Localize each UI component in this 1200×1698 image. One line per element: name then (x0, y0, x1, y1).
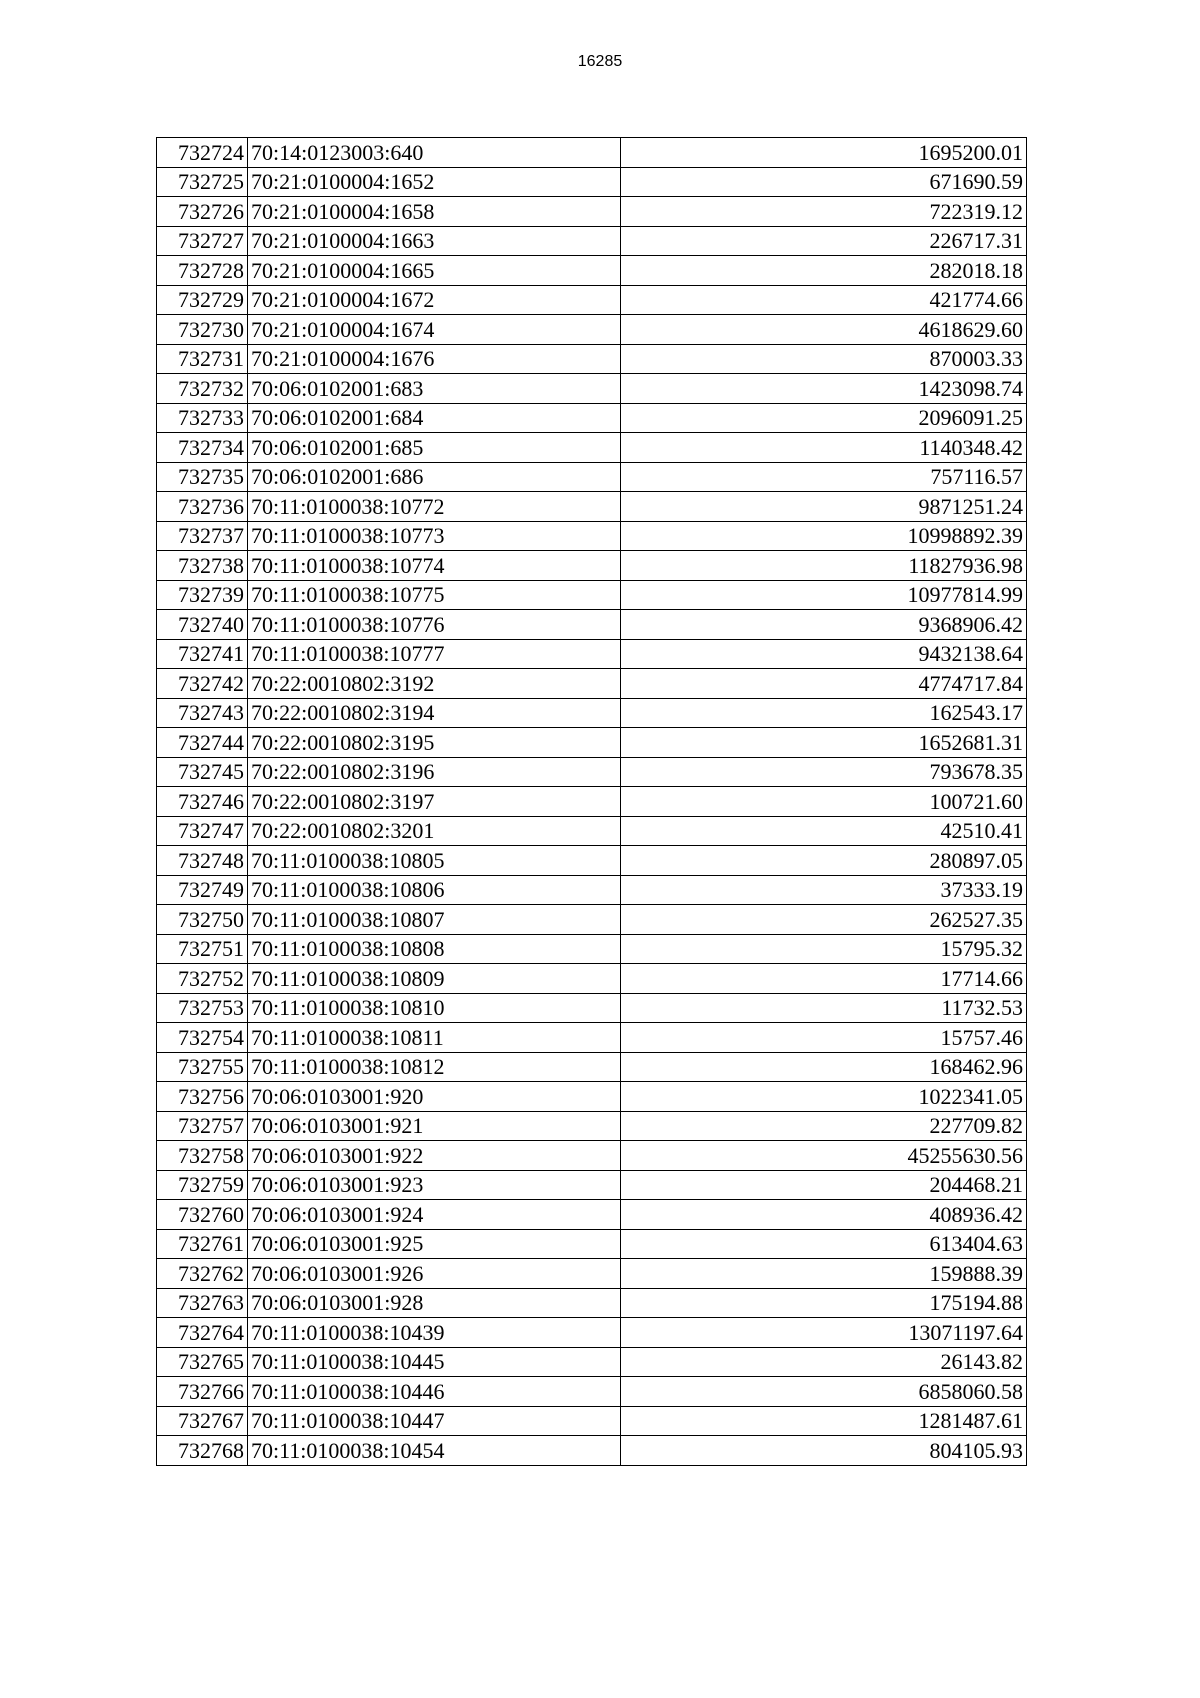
table-row (157, 1318, 1027, 1348)
row-number-cell: 732768 (157, 1436, 248, 1466)
table-row (157, 167, 1027, 197)
table-row (157, 521, 1027, 551)
cadastral-number-cell: 70:06:0102001:685 (248, 433, 621, 463)
table-row (157, 197, 1027, 227)
cadastral-value-cell: 10977814.99 (621, 580, 1027, 610)
cadastral-number-cell: 70:11:0100038:10806 (248, 875, 621, 905)
cadastral-number-cell: 70:11:0100038:10807 (248, 905, 621, 935)
row-number-cell: 732758 (157, 1141, 248, 1171)
cadastral-number-cell: 70:06:0103001:925 (248, 1229, 621, 1259)
cadastral-value-cell: 1423098.74 (621, 374, 1027, 404)
cadastral-number-cell: 70:11:0100038:10439 (248, 1318, 621, 1348)
table-row (157, 1111, 1027, 1141)
cadastral-value-cell: 15757.46 (621, 1023, 1027, 1053)
table-row (157, 816, 1027, 846)
table-row (157, 1259, 1027, 1289)
cadastral-value-cell: 757116.57 (621, 462, 1027, 492)
cadastral-number-cell: 70:11:0100038:10447 (248, 1406, 621, 1436)
row-number-cell: 732766 (157, 1377, 248, 1407)
cadastral-value-cell: 227709.82 (621, 1111, 1027, 1141)
row-number-cell: 732767 (157, 1406, 248, 1436)
cadastral-value-cell: 9368906.42 (621, 610, 1027, 640)
cadastral-value-cell: 1140348.42 (621, 433, 1027, 463)
row-number-cell: 732730 (157, 315, 248, 345)
row-number-cell: 732743 (157, 698, 248, 728)
cadastral-value-cell: 1652681.31 (621, 728, 1027, 758)
cadastral-value-cell: 17714.66 (621, 964, 1027, 994)
row-number-cell: 732746 (157, 787, 248, 817)
table-row (157, 1229, 1027, 1259)
table-row (157, 639, 1027, 669)
table-row (157, 315, 1027, 345)
cadastral-value-cell: 2096091.25 (621, 403, 1027, 433)
cadastral-value-cell: 226717.31 (621, 226, 1027, 256)
cadastral-value-cell: 1695200.01 (621, 138, 1027, 168)
row-number-cell: 732741 (157, 639, 248, 669)
cadastral-number-cell: 70:11:0100038:10772 (248, 492, 621, 522)
table-row (157, 728, 1027, 758)
cadastral-number-cell: 70:21:0100004:1652 (248, 167, 621, 197)
row-number-cell: 732764 (157, 1318, 248, 1348)
cadastral-number-cell: 70:11:0100038:10805 (248, 846, 621, 876)
cadastral-number-cell: 70:06:0103001:922 (248, 1141, 621, 1171)
row-number-cell: 732742 (157, 669, 248, 699)
cadastral-number-cell: 70:21:0100004:1672 (248, 285, 621, 315)
row-number-cell: 732736 (157, 492, 248, 522)
row-number-cell: 732756 (157, 1082, 248, 1112)
table-row (157, 1406, 1027, 1436)
table-row (157, 551, 1027, 581)
cadastral-number-cell: 70:22:0010802:3197 (248, 787, 621, 817)
cadastral-number-cell: 70:06:0103001:921 (248, 1111, 621, 1141)
table-row (157, 226, 1027, 256)
row-number-cell: 732749 (157, 875, 248, 905)
table-row (157, 492, 1027, 522)
cadastral-number-cell: 70:21:0100004:1658 (248, 197, 621, 227)
row-number-cell: 732755 (157, 1052, 248, 1082)
row-number-cell: 732763 (157, 1288, 248, 1318)
table-row (157, 875, 1027, 905)
row-number-cell: 732761 (157, 1229, 248, 1259)
table-row (157, 846, 1027, 876)
cadastral-value-cell: 280897.05 (621, 846, 1027, 876)
table-row (157, 934, 1027, 964)
cadastral-number-cell: 70:06:0102001:684 (248, 403, 621, 433)
row-number-cell: 732734 (157, 433, 248, 463)
table-row (157, 1200, 1027, 1230)
row-number-cell: 732744 (157, 728, 248, 758)
cadastral-number-cell: 70:11:0100038:10810 (248, 993, 621, 1023)
table-row (157, 669, 1027, 699)
row-number-cell: 732729 (157, 285, 248, 315)
cadastral-number-cell: 70:11:0100038:10454 (248, 1436, 621, 1466)
cadastral-value-cell: 45255630.56 (621, 1141, 1027, 1171)
row-number-cell: 732759 (157, 1170, 248, 1200)
row-number-cell: 732728 (157, 256, 248, 286)
table-row (157, 757, 1027, 787)
cadastral-number-cell: 70:22:0010802:3196 (248, 757, 621, 787)
table-row (157, 256, 1027, 286)
row-number-cell: 732737 (157, 521, 248, 551)
row-number-cell: 732740 (157, 610, 248, 640)
cadastral-number-cell: 70:22:0010802:3195 (248, 728, 621, 758)
table-row (157, 1436, 1027, 1466)
cadastral-value-cell: 1022341.05 (621, 1082, 1027, 1112)
cadastral-value-cell: 262527.35 (621, 905, 1027, 935)
cadastral-value-cell: 204468.21 (621, 1170, 1027, 1200)
cadastral-number-cell: 70:21:0100004:1676 (248, 344, 621, 374)
row-number-cell: 732747 (157, 816, 248, 846)
table-row (157, 138, 1027, 168)
row-number-cell: 732727 (157, 226, 248, 256)
cadastral-number-cell: 70:06:0103001:928 (248, 1288, 621, 1318)
cadastral-number-cell: 70:06:0102001:683 (248, 374, 621, 404)
cadastral-number-cell: 70:11:0100038:10812 (248, 1052, 621, 1082)
table-row (157, 580, 1027, 610)
cadastral-number-cell: 70:21:0100004:1663 (248, 226, 621, 256)
table-row (157, 905, 1027, 935)
cadastral-number-cell: 70:21:0100004:1665 (248, 256, 621, 286)
row-number-cell: 732732 (157, 374, 248, 404)
cadastral-number-cell: 70:11:0100038:10777 (248, 639, 621, 669)
cadastral-value-cell: 613404.63 (621, 1229, 1027, 1259)
row-number-cell: 732733 (157, 403, 248, 433)
table-row (157, 993, 1027, 1023)
table-row (157, 403, 1027, 433)
cadastral-number-cell: 70:22:0010802:3194 (248, 698, 621, 728)
row-number-cell: 732762 (157, 1259, 248, 1289)
row-number-cell: 732752 (157, 964, 248, 994)
cadastral-number-cell: 70:11:0100038:10811 (248, 1023, 621, 1053)
cadastral-value-cell: 4774717.84 (621, 669, 1027, 699)
table-row (157, 1347, 1027, 1377)
row-number-cell: 732757 (157, 1111, 248, 1141)
cadastral-value-cell: 408936.42 (621, 1200, 1027, 1230)
row-number-cell: 732724 (157, 138, 248, 168)
row-number-cell: 732751 (157, 934, 248, 964)
cadastral-value-cell: 42510.41 (621, 816, 1027, 846)
cadastral-number-cell: 70:06:0103001:920 (248, 1082, 621, 1112)
row-number-cell: 732754 (157, 1023, 248, 1053)
row-number-cell: 732738 (157, 551, 248, 581)
cadastral-value-cell: 11827936.98 (621, 551, 1027, 581)
cadastral-number-cell: 70:11:0100038:10775 (248, 580, 621, 610)
table-row (157, 1023, 1027, 1053)
table-row (157, 344, 1027, 374)
row-number-cell: 732748 (157, 846, 248, 876)
cadastral-number-cell: 70:11:0100038:10808 (248, 934, 621, 964)
cadastral-value-cell: 13071197.64 (621, 1318, 1027, 1348)
table-row (157, 698, 1027, 728)
row-number-cell: 732760 (157, 1200, 248, 1230)
cadastral-value-cell: 15795.32 (621, 934, 1027, 964)
cadastral-number-cell: 70:22:0010802:3192 (248, 669, 621, 699)
cadastral-value-cell: 671690.59 (621, 167, 1027, 197)
page-number: 16285 (577, 53, 623, 70)
table-row (157, 1288, 1027, 1318)
cadastral-value-cell: 6858060.58 (621, 1377, 1027, 1407)
table-row (157, 787, 1027, 817)
cadastral-number-cell: 70:22:0010802:3201 (248, 816, 621, 846)
table-row (157, 433, 1027, 463)
cadastral-value-table (156, 137, 1027, 1466)
cadastral-value-cell: 37333.19 (621, 875, 1027, 905)
cadastral-number-cell: 70:11:0100038:10445 (248, 1347, 621, 1377)
table-row (157, 374, 1027, 404)
cadastral-number-cell: 70:11:0100038:10773 (248, 521, 621, 551)
cadastral-value-cell: 100721.60 (621, 787, 1027, 817)
cadastral-value-cell: 11732.53 (621, 993, 1027, 1023)
cadastral-value-cell: 4618629.60 (621, 315, 1027, 345)
table-row (157, 964, 1027, 994)
table-row (157, 1082, 1027, 1112)
cadastral-number-cell: 70:11:0100038:10774 (248, 551, 621, 581)
row-number-cell: 732765 (157, 1347, 248, 1377)
row-number-cell: 732745 (157, 757, 248, 787)
cadastral-number-cell: 70:06:0103001:926 (248, 1259, 621, 1289)
cadastral-value-cell: 162543.17 (621, 698, 1027, 728)
table-row (157, 462, 1027, 492)
cadastral-value-cell: 168462.96 (621, 1052, 1027, 1082)
table-row (157, 1377, 1027, 1407)
table-row (157, 610, 1027, 640)
table-row (157, 1170, 1027, 1200)
cadastral-value-cell: 804105.93 (621, 1436, 1027, 1466)
cadastral-number-cell: 70:06:0102001:686 (248, 462, 621, 492)
table-row (157, 285, 1027, 315)
cadastral-value-cell: 9432138.64 (621, 639, 1027, 669)
cadastral-value-cell: 722319.12 (621, 197, 1027, 227)
cadastral-value-cell: 159888.39 (621, 1259, 1027, 1289)
cadastral-value-cell: 793678.35 (621, 757, 1027, 787)
row-number-cell: 732739 (157, 580, 248, 610)
cadastral-number-cell: 70:11:0100038:10809 (248, 964, 621, 994)
cadastral-value-cell: 421774.66 (621, 285, 1027, 315)
table-row (157, 1052, 1027, 1082)
cadastral-value-cell: 175194.88 (621, 1288, 1027, 1318)
cadastral-value-cell: 282018.18 (621, 256, 1027, 286)
cadastral-value-cell: 870003.33 (621, 344, 1027, 374)
row-number-cell: 732753 (157, 993, 248, 1023)
cadastral-number-cell: 70:06:0103001:923 (248, 1170, 621, 1200)
cadastral-number-cell: 70:11:0100038:10446 (248, 1377, 621, 1407)
table-body (157, 138, 1027, 1466)
cadastral-number-cell: 70:21:0100004:1674 (248, 315, 621, 345)
row-number-cell: 732735 (157, 462, 248, 492)
cadastral-value-cell: 9871251.24 (621, 492, 1027, 522)
row-number-cell: 732725 (157, 167, 248, 197)
cadastral-value-cell: 1281487.61 (621, 1406, 1027, 1436)
cadastral-number-cell: 70:06:0103001:924 (248, 1200, 621, 1230)
row-number-cell: 732750 (157, 905, 248, 935)
cadastral-number-cell: 70:14:0123003:640 (248, 138, 621, 168)
row-number-cell: 732726 (157, 197, 248, 227)
row-number-cell: 732731 (157, 344, 248, 374)
cadastral-value-cell: 10998892.39 (621, 521, 1027, 551)
table-row (157, 1141, 1027, 1171)
cadastral-number-cell: 70:11:0100038:10776 (248, 610, 621, 640)
cadastral-value-cell: 26143.82 (621, 1347, 1027, 1377)
